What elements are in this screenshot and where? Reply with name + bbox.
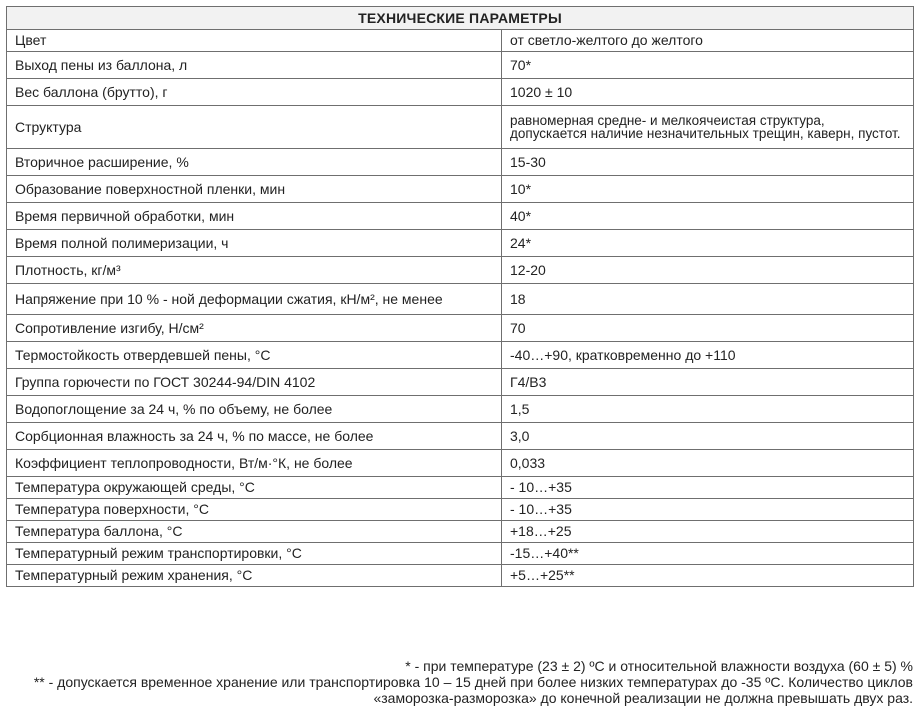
value-cell: -15…+40** xyxy=(502,543,914,565)
value-cell: +18…+25 xyxy=(502,521,914,543)
table-row xyxy=(7,543,914,565)
param-cell: Температурный режим хранения, °С xyxy=(7,565,502,587)
table-row xyxy=(7,230,914,257)
value-cell: 24* xyxy=(502,230,914,257)
table-row xyxy=(7,477,914,499)
table-row xyxy=(7,521,914,543)
param-cell: Плотность, кг/м³ xyxy=(7,257,502,284)
value-cell: 40* xyxy=(502,203,914,230)
param-cell: Термостойкость отвердевшей пены, °С xyxy=(7,342,502,369)
value-cell: равномерная средне- и мелкоячеистая структура, допускается наличие незначительных трещин, каверн, пустот. xyxy=(502,106,914,149)
table-row xyxy=(7,450,914,477)
table-row xyxy=(7,257,914,284)
value-cell: -40…+90, кратковременно до +110 xyxy=(502,342,914,369)
param-cell: Вторичное расширение, % xyxy=(7,149,502,176)
param-cell: Сорбционная влажность за 24 ч, % по массе, не более xyxy=(7,423,502,450)
param-cell: Температура баллона, °С xyxy=(7,521,502,543)
value-cell: - 10…+35 xyxy=(502,477,914,499)
param-cell: Структура xyxy=(7,106,502,149)
param-cell: Вес баллона (брутто), г xyxy=(7,79,502,106)
table-row xyxy=(7,149,914,176)
value-cell: 18 xyxy=(502,284,914,315)
param-cell: Образование поверхностной пленки, мин xyxy=(7,176,502,203)
value-cell: 70 xyxy=(502,315,914,342)
value-cell: 0,033 xyxy=(502,450,914,477)
footnote-2: ** - допускается временное хранение или транспортировка 10 – 15 дней при более низких температурах до -35 ºС. Количество циклов «заморозка-разморозка» до конечной реализации не должна превышать двух раз. xyxy=(33,674,913,707)
table-title: ТЕХНИЧЕСКИЕ ПАРАМЕТРЫ xyxy=(7,7,914,30)
value-cell: 1020 ± 10 xyxy=(502,79,914,106)
spec-table xyxy=(6,6,914,587)
value-cell: Г4/В3 xyxy=(502,369,914,396)
value-cell: 1,5 xyxy=(502,396,914,423)
value-cell: +5…+25** xyxy=(502,565,914,587)
param-cell: Температурный режим транспортировки, °С xyxy=(7,543,502,565)
value-cell: 15-30 xyxy=(502,149,914,176)
table-row xyxy=(7,30,914,52)
table-row xyxy=(7,52,914,79)
footnote-1: * - при температуре (23 ± 2) ºС и относительной влажности воздуха (60 ± 5) % xyxy=(405,658,913,674)
param-cell: Водопоглощение за 24 ч, % по объему, не более xyxy=(7,396,502,423)
table-row xyxy=(7,369,914,396)
param-cell: Время полной полимеризации, ч xyxy=(7,230,502,257)
value-cell: от светло-желтого до желтого xyxy=(502,30,914,52)
spec-body xyxy=(7,30,914,587)
param-cell: Сопротивление изгибу, Н/см² xyxy=(7,315,502,342)
param-cell: Время первичной обработки, мин xyxy=(7,203,502,230)
param-cell: Коэффициент теплопроводности, Вт/м·°К, не более xyxy=(7,450,502,477)
value-cell: 3,0 xyxy=(502,423,914,450)
param-cell: Выход пены из баллона, л xyxy=(7,52,502,79)
table-row xyxy=(7,106,914,149)
value-cell: - 10…+35 xyxy=(502,499,914,521)
param-cell: Цвет xyxy=(7,30,502,52)
table-row xyxy=(7,176,914,203)
table-row xyxy=(7,342,914,369)
table-row xyxy=(7,423,914,450)
table-row xyxy=(7,284,914,315)
table-row xyxy=(7,315,914,342)
footnotes xyxy=(8,658,913,706)
table-header-row xyxy=(7,7,914,30)
value-cell: 12-20 xyxy=(502,257,914,284)
table-row xyxy=(7,203,914,230)
param-cell: Группа горючести по ГОСТ 30244-94/DIN 4102 xyxy=(7,369,502,396)
value-cell: 10* xyxy=(502,176,914,203)
param-cell: Температура окружающей среды, °С xyxy=(7,477,502,499)
param-cell: Температура поверхности, °С xyxy=(7,499,502,521)
param-cell: Напряжение при 10 % - ной деформации сжатия, кН/м², не менее xyxy=(7,284,502,315)
table-row xyxy=(7,565,914,587)
table-row xyxy=(7,396,914,423)
value-cell: 70* xyxy=(502,52,914,79)
table-row xyxy=(7,499,914,521)
table-row xyxy=(7,79,914,106)
